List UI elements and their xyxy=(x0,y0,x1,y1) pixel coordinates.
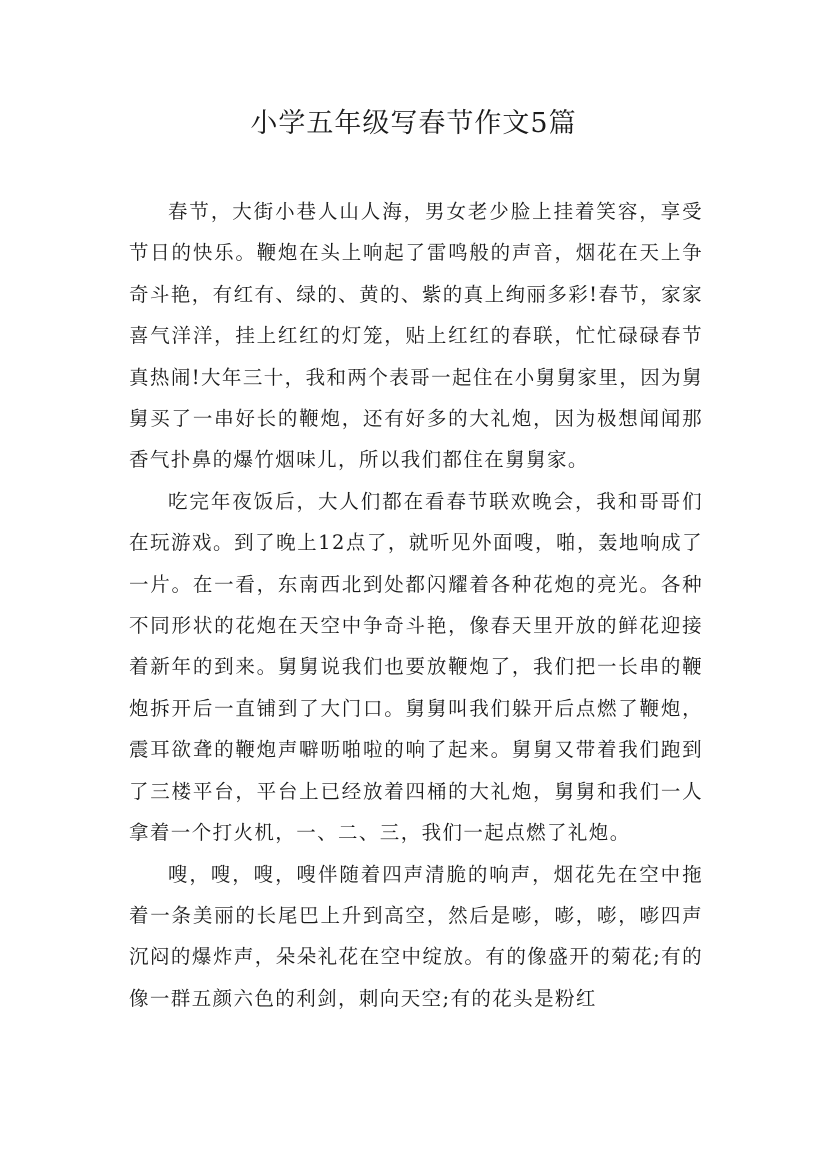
document-title: 小学五年级写春节作文5篇 xyxy=(250,108,577,139)
paragraph: 春节，大街小巷人山人海，男女老少脸上挂着笑容，享受节日的快乐。鞭炮在头上响起了雷鸣般的声音，烟花在天上争奇斗艳，有红有、绿的、黄的、紫的真上绚丽多彩!春节，家家喜气洋洋，挂上红红的灯笼，贴上红红的春联，忙忙碌碌春节真热闹!大年三十，我和两个表哥一起住在小舅舅家里，因为舅舅买了一串好长的鞭炮，还有好多的大礼炮，因为极想闻闻那香气扑鼻的爆竹烟味儿，所以我们都住在舅舅家。 xyxy=(129,200,703,472)
paragraph: 嗖，嗖，嗖，嗖伴随着四声清脆的响声，烟花先在空中拖着一条美丽的长尾巴上升到高空，然后是嘭，嘭，嘭，嘭四声沉闷的爆炸声，朵朵礼花在空中绽放。有的像盛开的菊花;有的像一群五颜六色的利剑，刺向天空;有的花头是粉红 xyxy=(129,862,703,1010)
paragraph: 吃完年夜饭后，大人们都在看春节联欢晚会，我和哥哥们在玩游戏。到了晚上12点了，就听见外面嗖，啪，轰地响成了一片。在一看，东南西北到处都闪耀着各种花炮的亮光。各种不同形状的花炮在天空中争奇斗艳，像春天里开放的鲜花迎接着新年的到来。舅舅说我们也要放鞭炮了，我们把一长串的鞭炮拆开后一直铺到了大门口。舅舅叫我们躲开后点燃了鞭炮，震耳欲聋的鞭炮声噼呖啪啦的响了起来。舅舅又带着我们跑到了三楼平台，平台上已经放着四桶的大礼炮，舅舅和我们一人拿着一个打火机，一、二、三，我们一起点燃了礼炮。 xyxy=(129,489,703,845)
document-body xyxy=(129,191,703,1019)
